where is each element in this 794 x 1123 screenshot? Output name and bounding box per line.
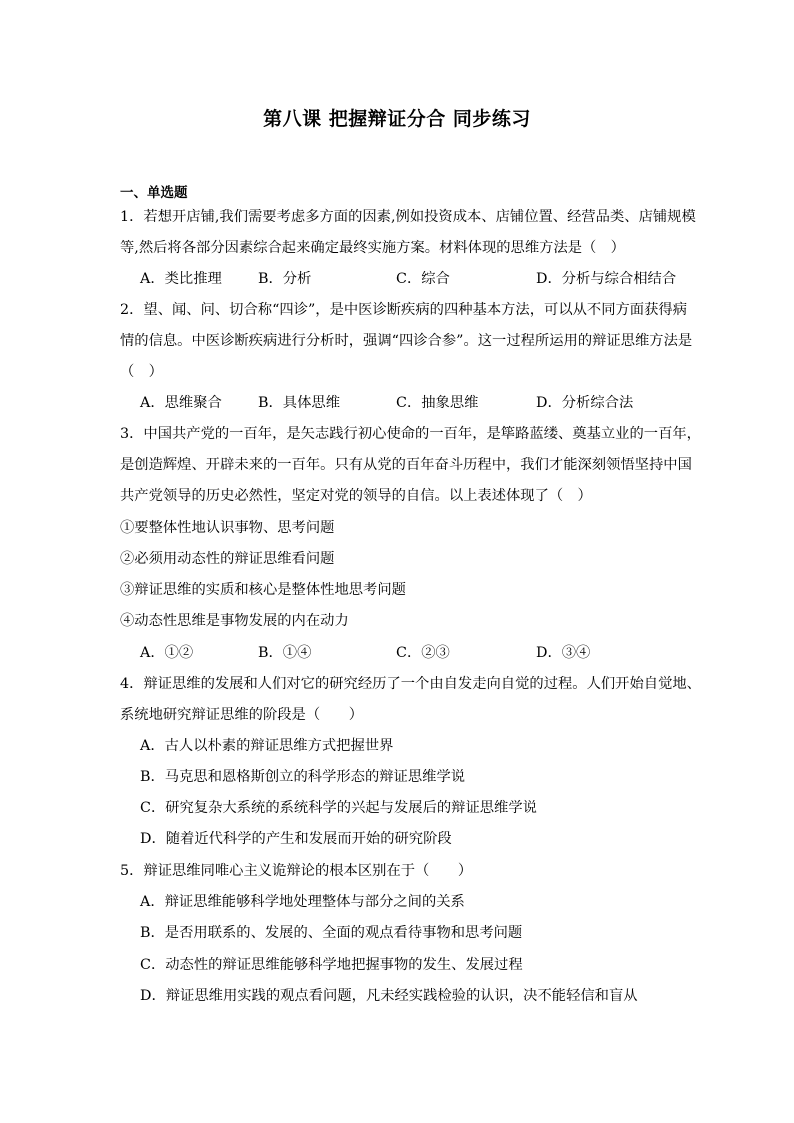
question-2-option-d: D．分析综合法 bbox=[536, 395, 634, 411]
question-5-option-d: D．辩证思维用实践的观点看问题，凡未经实践检验的认识，决不能轻信和盲从 bbox=[140, 988, 638, 1004]
question-3-option-d: D．③④ bbox=[536, 645, 591, 661]
question-4-option-a: A．古人以朴素的辩证思维方式把握世界 bbox=[140, 738, 394, 754]
question-4-option-c: C．研究复杂大系统的系统科学的兴起与发展后的辩证思维学说 bbox=[140, 800, 537, 816]
question-3-line-1: 3．中国共产党的一百年，是矢志践行初心使命的一百年，是筚路蓝缕、奠基立业的一百年， bbox=[120, 426, 701, 442]
question-3-option-b: B．①④ bbox=[258, 645, 312, 661]
question-3-line-2: 是创造辉煌、开辟未来的一百年。只有从党的百年奋斗历程中，我们才能深刻领悟坚持中国 bbox=[120, 457, 692, 473]
question-3-statement-2: ②必须用动态性的辩证思维看问题 bbox=[120, 551, 335, 567]
question-1-options bbox=[140, 269, 680, 289]
question-3-statement-1: ①要整体性地认识事物、思考问题 bbox=[120, 520, 335, 536]
question-3-option-c: C．②③ bbox=[396, 645, 450, 661]
section-heading: 一、单选题 bbox=[120, 185, 188, 201]
question-1-option-d: D．分析与综合相结合 bbox=[536, 271, 677, 287]
question-2-option-b: B．具体思维 bbox=[258, 395, 340, 411]
question-1-line-1: 1．若想开店铺,我们需要考虑多方面的因素,例如投资成本、店铺位置、经营品类、店铺规模 bbox=[120, 209, 696, 225]
question-1-option-b: B．分析 bbox=[258, 271, 312, 287]
question-3-line-3: 共产党领导的历史必然性，坚定对党的领导的自信。以上表述体现了（ ） bbox=[120, 488, 592, 504]
question-5-line-1: 5．辩证思维同唯心主义诡辩论的根本区别在于（ ） bbox=[120, 863, 473, 879]
question-1-option-a: A．类比推理 bbox=[140, 271, 222, 287]
question-1-line-2: 等,然后将各部分因素综合起来确定最终实施方案。材料体现的思维方法是（ ） bbox=[120, 240, 625, 256]
question-3-option-a: A．①② bbox=[140, 645, 194, 661]
question-3-statement-3: ③辩证思维的实质和核心是整体性地思考问题 bbox=[120, 582, 406, 598]
question-3-options bbox=[140, 643, 680, 663]
question-5-option-c: C．动态性的辩证思维能够科学地把握事物的发生、发展过程 bbox=[140, 957, 523, 973]
question-2-line-1: 2．望、闻、问、切合称“四诊”，是中医诊断疾病的四种基本方法，可以从不同方面获得病 bbox=[120, 302, 687, 318]
question-1-option-c: C．综合 bbox=[396, 271, 450, 287]
question-4-line-2: 系统地研究辩证思维的阶段是（ ） bbox=[120, 707, 364, 723]
question-3-statement-4: ④动态性思维是事物发展的内在动力 bbox=[120, 613, 349, 629]
question-2-line-2: 情的信息。中医诊断疾病进行分析时，强调“四诊合参”。这一过程所运用的辩证思维方法是 bbox=[120, 333, 693, 349]
question-5-option-a: A．辩证思维能够科学地处理整体与部分之间的关系 bbox=[140, 894, 465, 910]
question-4-line-1: 4．辩证思维的发展和人们对它的研究经历了一个由自发走向自觉的过程。人们开始自觉地、 bbox=[120, 676, 701, 692]
question-5-option-b: B．是否用联系的、发展的、全面的观点看待事物和思考问题 bbox=[140, 925, 523, 941]
question-2-options bbox=[140, 393, 680, 413]
question-4-option-d: D．随着近代科学的产生和发展而开始的研究阶段 bbox=[140, 831, 452, 847]
question-2-option-c: C．抽象思维 bbox=[396, 395, 479, 411]
question-2-option-a: A．思维聚合 bbox=[140, 395, 222, 411]
question-4-option-b: B．马克思和恩格斯创立的科学形态的辩证思维学说 bbox=[140, 769, 466, 785]
question-2-line-3: （ ） bbox=[120, 364, 163, 380]
document-title: 第八课 把握辩证分合 同步练习 bbox=[263, 108, 531, 130]
